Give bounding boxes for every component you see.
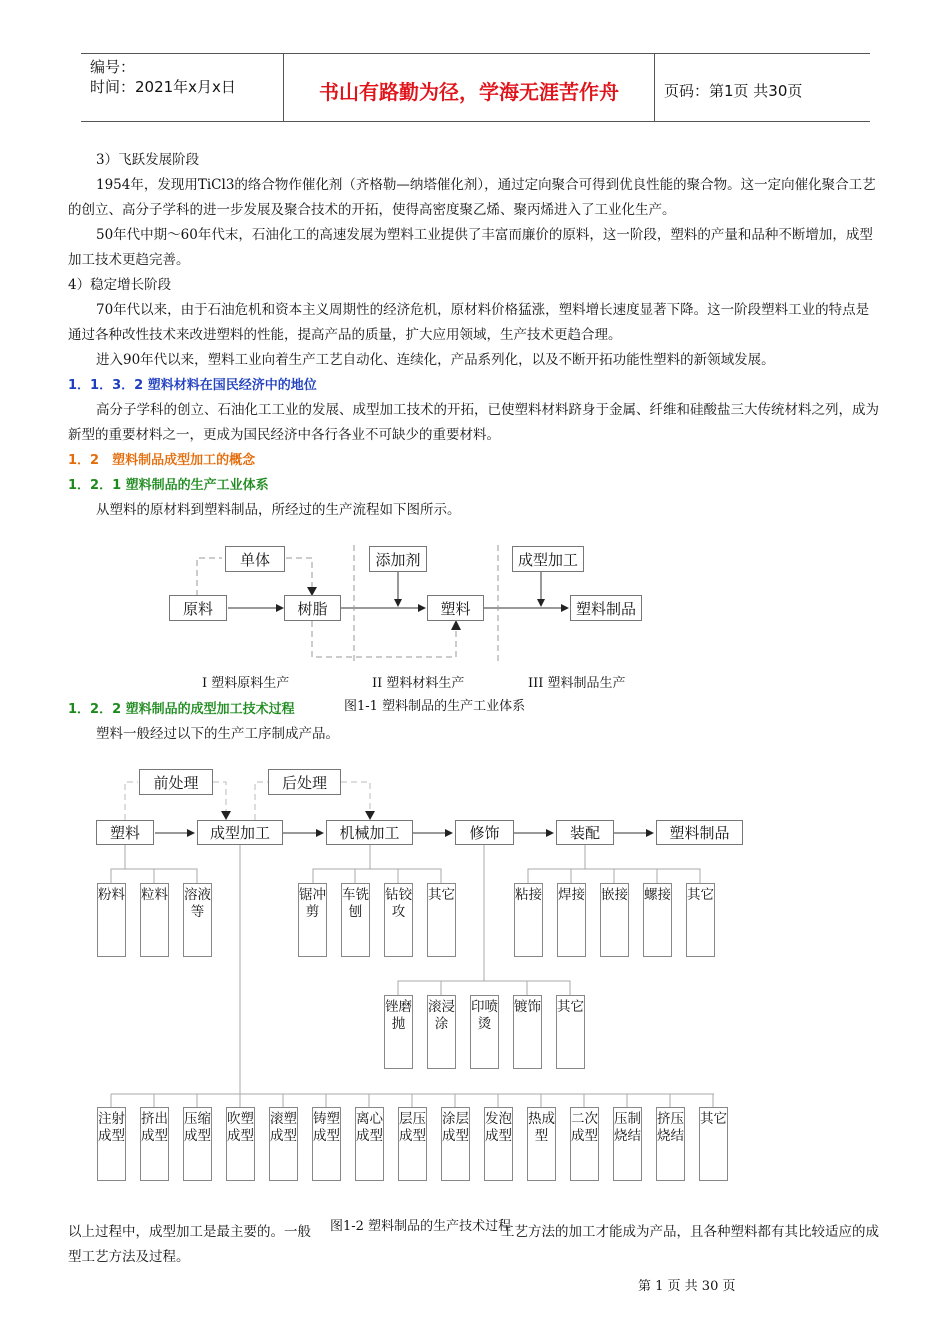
fig2-asm-screw: 螺接 [643, 883, 672, 957]
page-footer: 第 1 页 共 30 页 [638, 1279, 736, 1294]
fig2-box-machining: 机械加工 [326, 820, 413, 845]
fig1-stage-1: I 塑料原料生产 [202, 676, 290, 691]
last-paragraph-part-b: 工艺方法的加工才能成为产品，且各种塑料都有其比较适应的成型工艺方法及过程。 [68, 1224, 879, 1265]
paragraph-1132: 高分子学科的创立、石油化工工业的发展、成型加工技术的开拓，已使塑料材料跻身于金属、纤维和硅酸盐三大传统材料之列，成为新型的重要材料之一，更成为国民经济中各行各业不可缺少的重要材料。 [68, 402, 879, 443]
header-number-label: 编号： [90, 58, 136, 76]
fig2-fin-grind: 锉磨抛 [384, 995, 413, 1069]
fig2-asm-inlay: 嵌接 [600, 883, 629, 957]
fig1-caption: 图1-1 塑料制品的生产工业体系 [344, 699, 526, 714]
fig2-molding-method: 涂层成型 [441, 1107, 470, 1181]
fig2-box-postprocess: 后处理 [268, 769, 341, 795]
fig2-fin-print: 印喷烫 [470, 995, 499, 1069]
fig2-box-molding: 成型加工 [197, 820, 283, 845]
fig1-stage-3: III 塑料制品生产 [528, 676, 626, 691]
section-3-title: 3）飞跃发展阶段 [96, 152, 200, 168]
fig2-fin-other: 其它 [556, 995, 585, 1069]
fig2-mach-drill: 钻铰攻 [384, 883, 413, 957]
fig2-molding-method: 吹塑成型 [226, 1107, 255, 1181]
fig2-box-plastic: 塑料 [96, 820, 154, 845]
heading-121: 1．2．1 塑料制品的生产工业体系 [68, 478, 269, 493]
fig2-mach-saw: 锯冲剪 [298, 883, 327, 957]
fig2-mach-lathe: 车铣刨 [341, 883, 370, 957]
fig1-box-product: 塑料制品 [570, 595, 642, 621]
section-4-paragraph-1: 70年代以来，由于石油危机和资本主义周期性的经济危机，原材料价格猛涨，塑料增长速度显著下降。这一阶段塑料工业的特点是通过各种改性技术来改进塑料的性能，提高产品的质量，扩大应用领域，生产技术更趋合理。 [68, 302, 870, 343]
fig2-box-assembly: 装配 [556, 820, 614, 845]
fig1-box-resin: 树脂 [284, 595, 341, 621]
fig2-box-preprocess: 前处理 [139, 769, 213, 795]
section-4-paragraph-2: 进入90年代以来，塑料工业向着生产工艺自动化、连续化，产品系列化，以及不断开拓功能性塑料的新领域发展。 [96, 352, 775, 368]
fig2-molding-method: 离心成型 [355, 1107, 384, 1181]
fig2-asm-weld: 焊接 [557, 883, 586, 957]
fig2-molding-method: 压缩成型 [183, 1107, 212, 1181]
fig2-molding-method: 层压成型 [398, 1107, 427, 1181]
fig2-molding-method: 发泡成型 [484, 1107, 513, 1181]
section-4-title: 4）稳定增长阶段 [68, 277, 172, 293]
fig2-molding-method: 二次成型 [570, 1107, 599, 1181]
heading-122: 1．2．2 塑料制品的成型加工技术过程 [68, 702, 295, 717]
heading-12: 1．2 塑料制品成型加工的概念 [68, 453, 256, 468]
fig1-box-raw-material: 原料 [169, 595, 227, 621]
fig1-box-plastic: 塑料 [427, 595, 484, 621]
section-3-paragraph-1: 1954年，发现用TiCl3的络合物作催化剂（齐格勒—纳塔催化剂），通过定向聚合可得到优良性能的聚合物。这一定向催化聚合工艺的创立、高分子学科的进一步发展及聚合技术的开拓，使得高密度聚乙烯、聚丙烯进入了工业化生产。 [68, 177, 876, 218]
fig1-stage-2: II 塑料材料生产 [372, 676, 465, 691]
header-motto: 书山有路勤为径，学海无涯苦作舟 [319, 80, 619, 104]
fig2-molding-method: 滚塑成型 [269, 1107, 298, 1181]
paragraph-121: 从塑料的原材料到塑料制品，所经过的生产流程如下图所示。 [96, 502, 461, 518]
fig2-molding-method: 注射成型 [97, 1107, 126, 1181]
fig2-asm-bond: 粘接 [514, 883, 543, 957]
last-paragraph [68, 1220, 882, 1270]
fig2-mach-other: 其它 [427, 883, 456, 957]
last-paragraph-part-a: 以上过程中，成型加工是最主要的。一般 [68, 1224, 311, 1240]
section-3-paragraph-2: 50年代中期～60年代末，石油化工的高速发展为塑料工业提供了丰富而廉价的原料，这一阶段，塑料的产量和品种不断增加，成型加工技术更趋完善。 [68, 227, 873, 268]
fig1-box-monomer: 单体 [225, 546, 285, 572]
fig2-molding-method: 挤压烧结 [656, 1107, 685, 1181]
fig2-box-product: 塑料制品 [656, 820, 743, 845]
fig2-form-solution: 溶液等 [183, 883, 212, 957]
header-page-info: 页码：第1页 共30页 [664, 82, 803, 100]
fig2-molding-method: 热成型 [527, 1107, 556, 1181]
fig2-caption: 图1-2 塑料制品的生产技术过程 [330, 1219, 512, 1234]
fig2-form-powder: 粉料 [97, 883, 126, 957]
fig2-asm-other: 其它 [686, 883, 715, 957]
fig2-box-finishing: 修饰 [455, 820, 514, 845]
fig2-molding-method: 其它 [699, 1107, 728, 1181]
heading-1132: 1．1．3．2 塑料材料在国民经济中的地位 [68, 378, 317, 393]
fig2-molding-method: 压制烧结 [613, 1107, 642, 1181]
fig1-box-molding: 成型加工 [512, 546, 584, 572]
fig2-fin-plate: 镀饰 [513, 995, 542, 1069]
fig2-molding-method: 挤出成型 [140, 1107, 169, 1181]
fig2-molding-method: 铸塑成型 [312, 1107, 341, 1181]
fig1-box-additive: 添加剂 [369, 546, 427, 572]
header-date: 时间：2021年x月x日 [90, 78, 236, 96]
paragraph-122: 塑料一般经过以下的生产工序制成产品。 [96, 726, 339, 742]
fig2-form-pellet: 粒料 [140, 883, 169, 957]
fig2-fin-coat: 滚浸涂 [427, 995, 456, 1069]
